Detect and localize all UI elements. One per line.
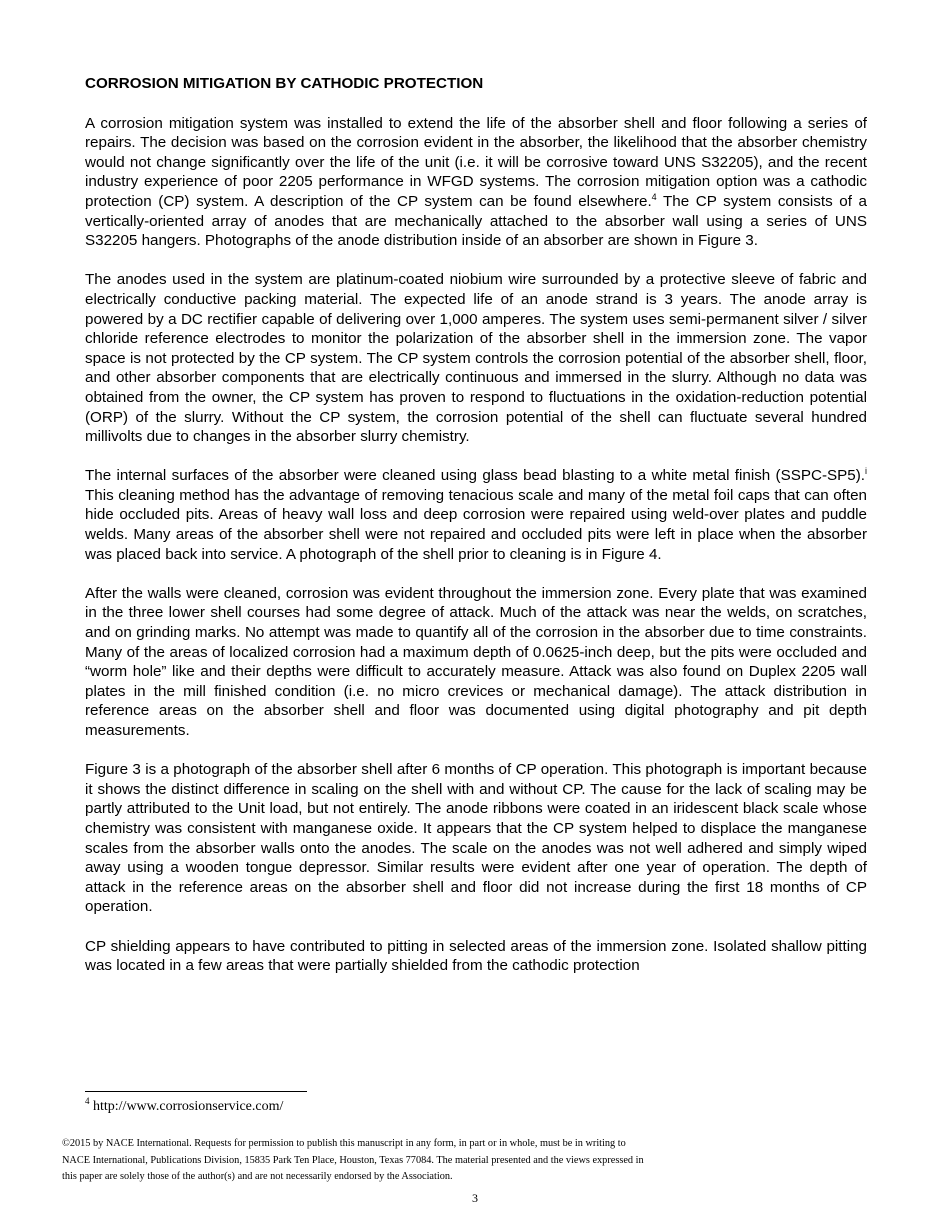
paragraph-corrosion-observed: After the walls were cleaned, corrosion was evident throughout the immersion zone. Every plate that was examined in the three lower shell courses had some degree of attack. Much of the attack was near the welds, on scratches, and on grinding marks. No attempt was made to quantify all of the corrosion in the absorber due to time constraints. Many of the areas of localized corrosion had a maximum depth of 0.0625-inch deep, but the pits were occluded and “worm hole” like and their depths were difficult to accurately measure. Attack was also found on Duplex 2205 wall plates in the mill finished condition (i.e. no micro crevices or mechanical damage). The attack distribution in reference areas on the absorber shell and floor was documented using digital photography and pit depth measurements. <box>85 584 867 739</box>
paragraph-text: The CP system consists of a vertically-oriented array of anodes that are mechanically attached to the absorber wall using a series of UNS S32205 hangers. Photographs of the anode distribution inside of an absorber are shown in Figure 3. <box>85 192 867 250</box>
footnote-marker: 4 <box>85 1096 90 1106</box>
footnote-link-text: http://www.corrosionservice.com/ <box>89 1099 284 1114</box>
paragraph-figure-3-discussion: Figure 3 is a photograph of the absorber shell after 6 months of CP operation. This photograph is important because it shows the distinct difference in scaling on the shell with and without CP. The cause for the lack of scaling may be partly attributed to the Unit load, but not entirely. The anode ribbons were coated in an iridescent black scale whose chemistry was consistent with manganese oxide. It appears that the CP system helped to displace the manganese scales from the absorber walls onto the anodes. The scale on the anodes was not well adhered and simply wiped away using a wooden tongue depressor. Similar results were evident after one year of operation. The depth of attack in the reference areas on the absorber shell and floor did not increase during the first 18 months of CP operation. <box>85 761 867 916</box>
paragraph-anodes: The anodes used in the system are platinum-coated niobium wire surrounded by a protective sleeve of fabric and electrically conductive packing material. The expected life of an anode strand is 3 years. The anode array is powered by a DC rectifier capable of delivering over 1,000 amperes. The system uses semi-permanent silver / silver chloride reference electrodes to monitor the polarization of the absorber shell in the immersion zone. The vapor space is not protected by the CP system. The CP system controls the corrosion potential of the absorber shell, floor, and other absorber components that are electrically continuous and immersed in the slurry. Although no data was obtained from the owner, the CP system has proven to respond to fluctuations in the oxidation-reduction potential (ORP) of the slurry. Without the CP system, the corrosion potential of the shell can fluctuate several hundred millivolts due to changes in the absorber slurry chemistry. <box>85 271 867 446</box>
copyright-line: NACE International, Publications Division, 15835 Park Ten Place, Houston, Texas 77084. The material presented and the views expressed in <box>62 1154 644 1166</box>
copyright-line: this paper are solely those of the author(s) and are not necessarily endorsed by the Association. <box>62 1171 453 1182</box>
copyright-notice <box>62 1136 782 1186</box>
page-body <box>85 74 867 976</box>
paragraph-cp-system-intro <box>85 114 867 251</box>
paragraph-text: A corrosion mitigation system was installed to extend the life of the absorber shell and floor following a series of repairs. The decision was based on the corrosion evident in the absorber, the likelihood that the absorber chemistry would not change significantly over the life of the unit (i.e. it will be corrosive toward UNS S32205), and the recent industry experience of poor 2205 performance in WFGD systems. The corrosion mitigation option was a cathodic protection (CP) system. A description of the CP system can be found elsewhere. <box>85 114 867 210</box>
paragraph-cp-shielding: CP shielding appears to have contributed to pitting in selected areas of the immersion zone. Isolated shallow pitting was located in a few areas that were partially shielded from the cathodic protection <box>85 937 867 975</box>
footnote-divider <box>85 1091 307 1092</box>
copyright-line: ©2015 by NACE International. Requests for permission to publish this manuscript in any form, in part or in whole, must be in writing to <box>62 1138 626 1149</box>
section-title: CORROSION MITIGATION BY CATHODIC PROTECTION <box>85 75 484 92</box>
paragraph-surface-cleaning <box>85 466 867 564</box>
endnote-reference: i <box>865 466 867 477</box>
page-number: 3 <box>472 1191 478 1205</box>
paragraph-text: This cleaning method has the advantage of removing tenacious scale and many of the metal foil caps that can often hide occluded pits. Areas of heavy wall loss and deep corrosion were repaired using weld-over plates and puddle welds. Many areas of the absorber shell were not repaired and occluded pits were left in place when the absorber was placed back into service. A photograph of the shell prior to cleaning is in Figure 4. <box>85 486 867 563</box>
footnote <box>85 1098 283 1116</box>
paragraph-text: The internal surfaces of the absorber were cleaned using glass bead blasting to a white metal finish (SSPC-SP5). <box>85 467 865 485</box>
footnote-reference: 4 <box>651 191 657 202</box>
